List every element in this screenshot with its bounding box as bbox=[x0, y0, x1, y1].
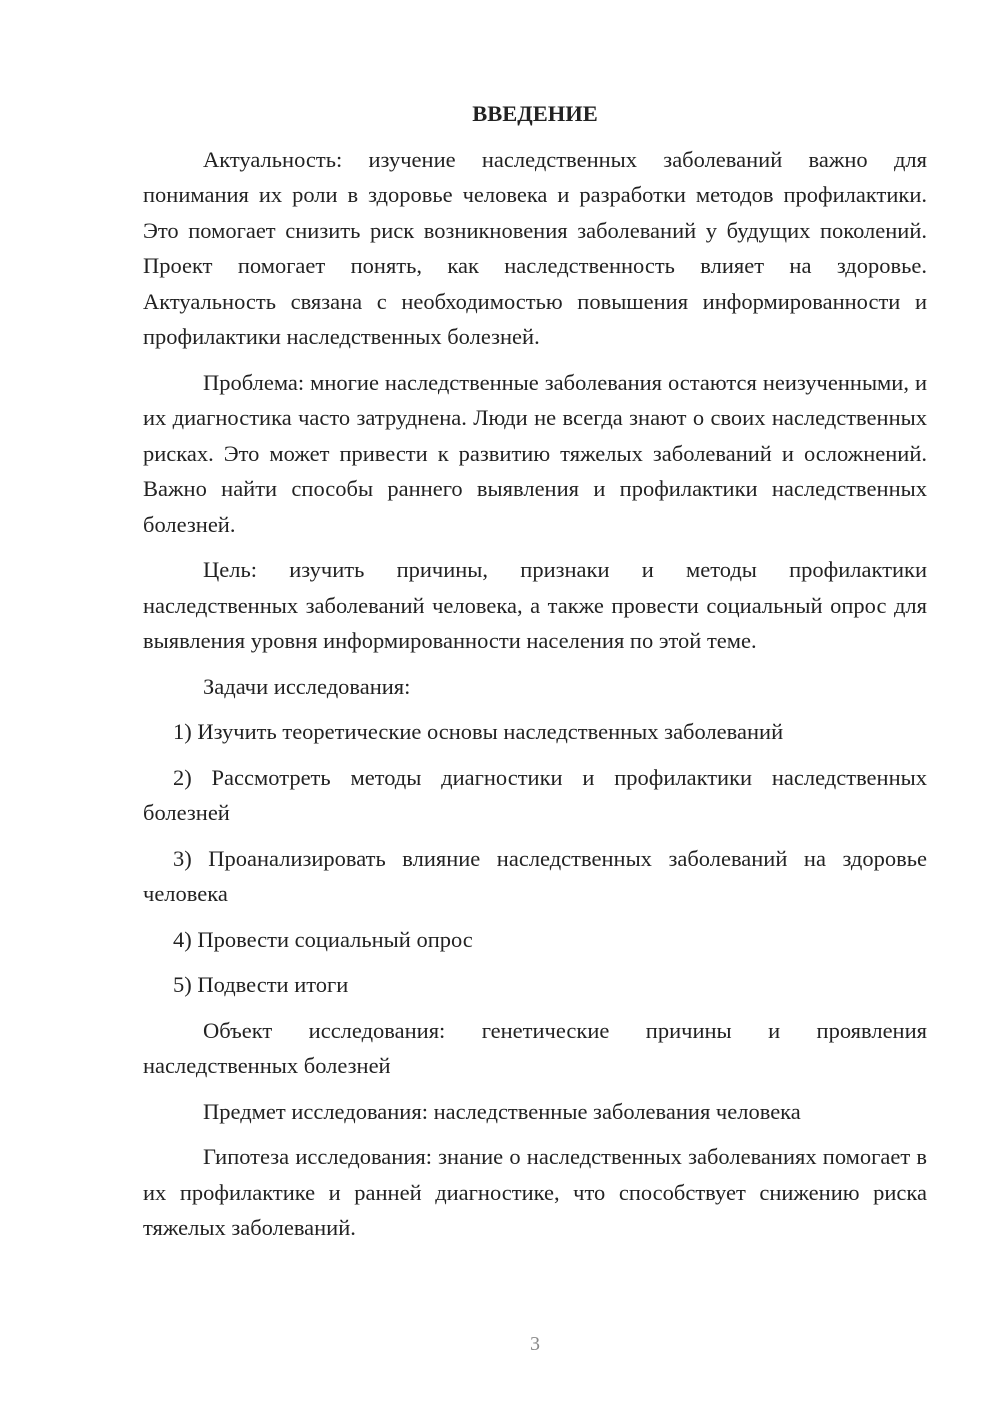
paragraph-subject: Предмет исследования: наследственные заболевания человека bbox=[203, 1098, 801, 1124]
document-body bbox=[143, 96, 927, 1256]
tasks-heading: Задачи исследования: bbox=[203, 673, 411, 699]
paragraph-relevance: Актуальность: изучение наследственных заболеваний важно для понимания их роли в здоровье человека и разработки методов профилактики. Это помогает снизить риск возникновения заболеваний у будущих поколений. Проект помогает понять, как наследственность влияет на здоровье. Актуальность связана с необходимостью повышения информированности и профилактики наследственных болезней. bbox=[143, 146, 927, 349]
task-item-2: 2) Рассмотреть методы диагностики и профилактики наследственных болезней bbox=[143, 764, 927, 825]
paragraph-object: Объект исследования: генетические причины и проявления наследственных болезней bbox=[143, 1017, 927, 1078]
page-number: 3 bbox=[530, 1333, 540, 1355]
paragraph-goal: Цель: изучить причины, признаки и методы профилактики наследственных заболеваний человека, а также провести социальный опрос для выявления уровня информированности населения по этой теме. bbox=[143, 557, 927, 653]
task-item-1: 1) Изучить теоретические основы наследственных заболеваний bbox=[173, 719, 784, 744]
section-title: ВВЕДЕНИЕ bbox=[472, 101, 598, 126]
task-item-5: 5) Подвести итоги bbox=[173, 972, 349, 997]
paragraph-problem: Проблема: многие наследственные заболевания остаются неизученными, и их диагностика часто затруднена. Люди не всегда знают о своих наследственных рисках. Это может привести к развитию тяжелых заболеваний и осложнений. Важно найти способы раннего выявления и профилактики наследственных болезней. bbox=[143, 369, 927, 537]
paragraph-hypothesis: Гипотеза исследования: знание о наследственных заболеваниях помогает в их профилактике и ранней диагностике, что способствует снижению риска тяжелых заболеваний. bbox=[143, 1144, 927, 1240]
task-item-4: 4) Провести социальный опрос bbox=[173, 926, 473, 952]
task-item-3: 3) Проанализировать влияние наследственных заболеваний на здоровье человека bbox=[143, 845, 927, 906]
